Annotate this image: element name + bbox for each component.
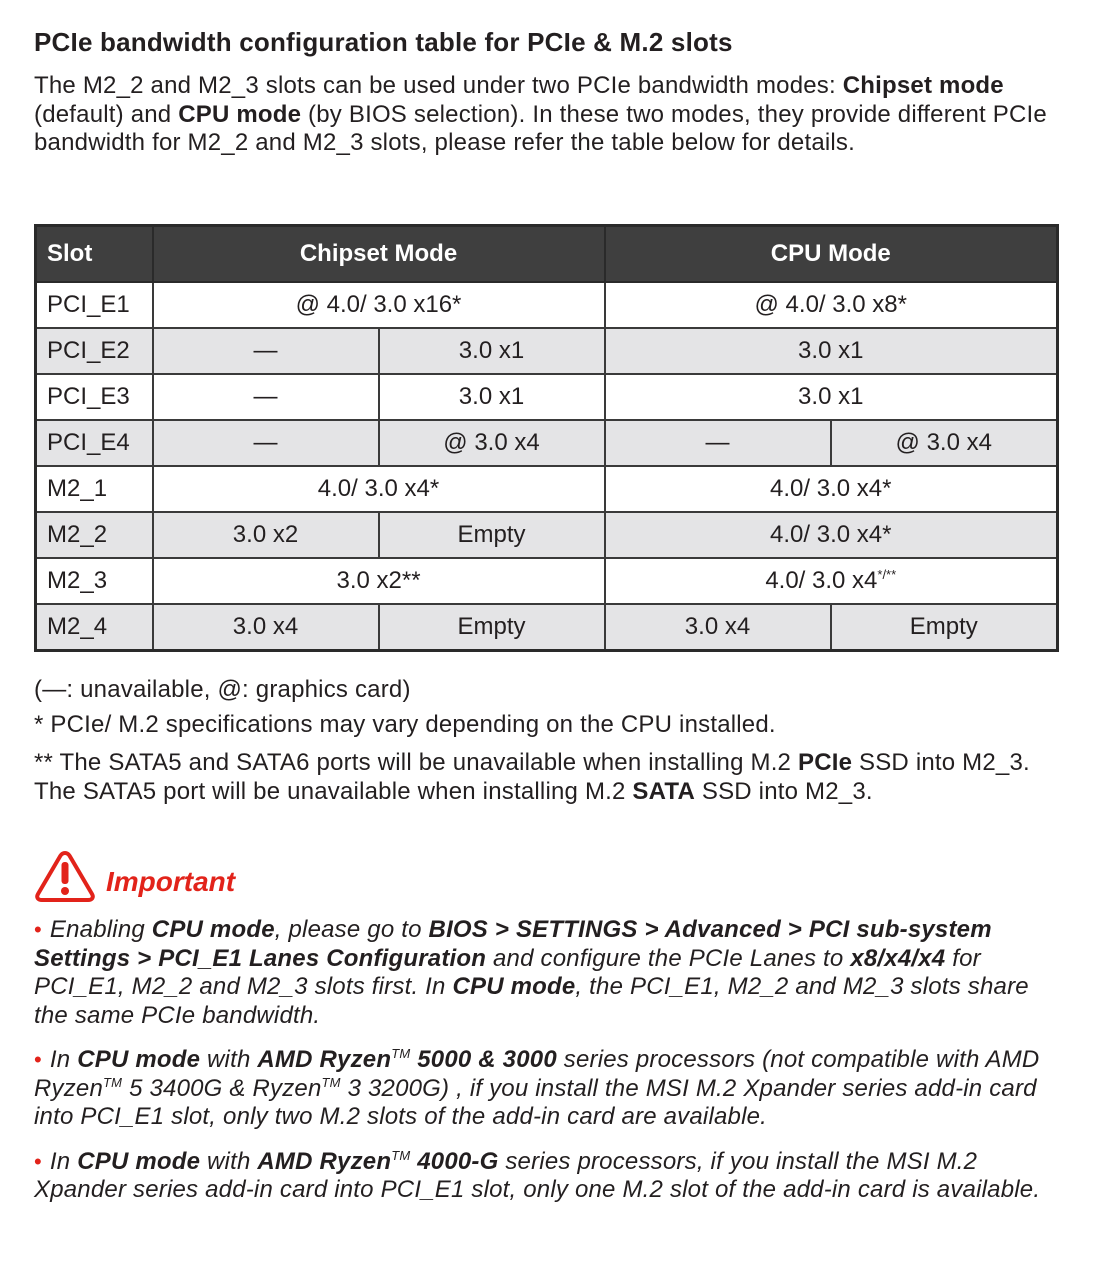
bullet-text: 3 3200G) , if you install the MSI M.2 Xpander series add-in card into PCI_E1 slot, only two M.2 slots of the add-in card are available. bbox=[34, 1074, 1037, 1130]
header-cpu-mode: CPU Mode bbox=[605, 226, 1058, 283]
table-row bbox=[36, 374, 1058, 420]
bullet-text: for PCI_E1, M2_2 and M2_3 slots first. In bbox=[34, 944, 981, 1000]
trademark-mark: TM bbox=[321, 1074, 341, 1090]
bullet-bold: CPU mode bbox=[77, 1046, 201, 1073]
cpu-cell bbox=[605, 558, 1058, 604]
bullet-dot: • bbox=[34, 1148, 42, 1174]
cpu-cell: @ 3.0 x4 bbox=[831, 420, 1058, 466]
slot-cell: PCI_E1 bbox=[36, 282, 153, 328]
chipset-cell: 3.0 x1 bbox=[379, 374, 605, 420]
chipset-cell: @ 4.0/ 3.0 x16* bbox=[153, 282, 605, 328]
chipset-cell: @ 3.0 x4 bbox=[379, 420, 605, 466]
table-row bbox=[36, 282, 1058, 328]
chipset-cell: 4.0/ 3.0 x4* bbox=[153, 466, 605, 512]
slot-cell: PCI_E3 bbox=[36, 374, 153, 420]
slot-cell: M2_1 bbox=[36, 466, 153, 512]
cpu-cell: 3.0 x4 bbox=[605, 604, 831, 651]
table-row bbox=[36, 558, 1058, 604]
bullet-dot: • bbox=[34, 917, 42, 942]
important-bullet-1 bbox=[34, 916, 1064, 1030]
slot-cell: PCI_E4 bbox=[36, 420, 153, 466]
bandwidth-table bbox=[34, 224, 1059, 652]
cpu-cell: — bbox=[605, 420, 831, 466]
bullet-dot: • bbox=[34, 1047, 42, 1072]
bullet-text: In bbox=[49, 1046, 78, 1073]
footnote-1: * PCIe/ M.2 specifications may vary depending on the CPU installed. bbox=[34, 711, 776, 738]
intro-text: (by BIOS selection). In these two modes, they provide different PCIe bandwidth for M2_2 and M2_3 slots, please refer the table below for details. bbox=[34, 100, 1047, 156]
intro-text: The M2_2 and M2_3 slots can be used under two PCIe bandwidth modes: bbox=[34, 72, 843, 99]
table-header-row bbox=[36, 226, 1058, 283]
page bbox=[34, 26, 1060, 1203]
slot-cell: M2_3 bbox=[36, 558, 153, 604]
intro-text: (default) and bbox=[34, 100, 179, 128]
slot-cell: M2_4 bbox=[36, 604, 153, 651]
chipset-cell: 3.0 x4 bbox=[153, 604, 379, 651]
intro-bold: Chipset mode bbox=[842, 72, 1004, 99]
bullet-text: , please go to bbox=[274, 916, 429, 943]
footnote-2 bbox=[34, 748, 1060, 806]
bullet-bold: x8/x4/x4 bbox=[850, 944, 946, 972]
chipset-cell: 3.0 x1 bbox=[379, 328, 605, 374]
bullet-bold: 4000-G bbox=[410, 1147, 499, 1175]
intro-paragraph bbox=[34, 72, 1060, 158]
chipset-cell: 3.0 x2 bbox=[153, 512, 379, 558]
chipset-cell: — bbox=[153, 328, 379, 374]
note-bold: SATA bbox=[632, 778, 695, 805]
chipset-cell: Empty bbox=[379, 512, 605, 558]
bullet-text: , the PCI_E1, M2_2 and M2_3 slots share the same PCIe bandwidth. bbox=[34, 973, 1029, 1029]
cpu-cell: @ 4.0/ 3.0 x8* bbox=[605, 282, 1058, 328]
bullet-bold: AMD Ryzen bbox=[257, 1046, 392, 1073]
bullet-text: with bbox=[200, 1046, 258, 1073]
slot-cell: PCI_E2 bbox=[36, 328, 153, 374]
cpu-cell: Empty bbox=[831, 604, 1058, 651]
note-text: SSD into M2_3. The SATA5 port will be unavailable when installing M.2 bbox=[34, 749, 1030, 805]
cpu-cell: 3.0 x1 bbox=[605, 328, 1058, 374]
slot-cell: M2_2 bbox=[36, 512, 153, 558]
bullet-bold: CPU mode bbox=[151, 916, 275, 943]
bullet-text: with bbox=[200, 1147, 258, 1175]
cpu-cell: 4.0/ 3.0 x4* bbox=[605, 466, 1058, 512]
cpu-cell: 4.0/ 3.0 x4* bbox=[605, 512, 1058, 558]
header-slot: Slot bbox=[36, 226, 153, 283]
trademark-mark: TM bbox=[391, 1147, 411, 1163]
bullet-bold: BIOS > SETTINGS > Advanced > PCI sub-system Settings > PCI_E1 Lanes Configuration bbox=[34, 916, 992, 972]
bullet-bold: AMD Ryzen bbox=[257, 1147, 392, 1175]
table-row bbox=[36, 604, 1058, 651]
trademark-mark: TM bbox=[391, 1046, 411, 1061]
bullet-bold: 5000 & 3000 bbox=[410, 1046, 557, 1073]
cpu-cell-value: 4.0/ 3.0 x4 bbox=[765, 567, 878, 594]
table-row bbox=[36, 328, 1058, 374]
chipset-cell: — bbox=[153, 420, 379, 466]
important-header bbox=[34, 850, 1064, 902]
bullet-text: 5 3400G & Ryzen bbox=[122, 1074, 322, 1102]
important-title: Important bbox=[106, 866, 236, 897]
table-notes bbox=[34, 675, 1060, 815]
bullet-bold: CPU mode bbox=[77, 1147, 201, 1175]
table-row bbox=[36, 420, 1058, 466]
chipset-cell: — bbox=[153, 374, 379, 420]
bullet-text: In bbox=[49, 1147, 78, 1175]
chipset-cell: Empty bbox=[379, 604, 605, 651]
bullet-text: and configure the PCIe Lanes to bbox=[486, 944, 851, 972]
important-section bbox=[34, 850, 1064, 1221]
bullet-text: series processors, if you install the MSI M.2 Xpander series add-in card into PCI_E1 slot, only one M.2 slot of the add-in card is available. bbox=[34, 1147, 1041, 1203]
bullet-text: series processors (not compatible with AMD Ryzen bbox=[34, 1046, 1040, 1102]
note-text: SSD into M2_3. bbox=[695, 778, 873, 805]
chipset-cell: 3.0 x2** bbox=[153, 558, 605, 604]
table-row bbox=[36, 512, 1058, 558]
bullet-text: Enabling bbox=[49, 916, 152, 943]
important-bullet-2 bbox=[34, 1046, 1064, 1132]
cpu-cell: 3.0 x1 bbox=[605, 374, 1058, 420]
intro-bold: CPU mode bbox=[178, 100, 302, 128]
footnote-mark: */** bbox=[877, 567, 897, 582]
trademark-mark: TM bbox=[103, 1074, 123, 1090]
warning-triangle-icon bbox=[34, 850, 96, 902]
important-bullet-3 bbox=[34, 1148, 1064, 1205]
header-chipset-mode: Chipset Mode bbox=[153, 226, 605, 283]
bullet-bold: CPU mode bbox=[452, 973, 576, 1000]
page-title: PCIe bandwidth configuration table for PCIe & M.2 slots bbox=[34, 27, 733, 57]
note-bold: PCIe bbox=[797, 749, 853, 776]
note-text: ** The SATA5 and SATA6 ports will be unavailable when installing M.2 bbox=[34, 749, 798, 776]
legend-note: (—: unavailable, @: graphics card) bbox=[34, 676, 411, 703]
table-row bbox=[36, 466, 1058, 512]
